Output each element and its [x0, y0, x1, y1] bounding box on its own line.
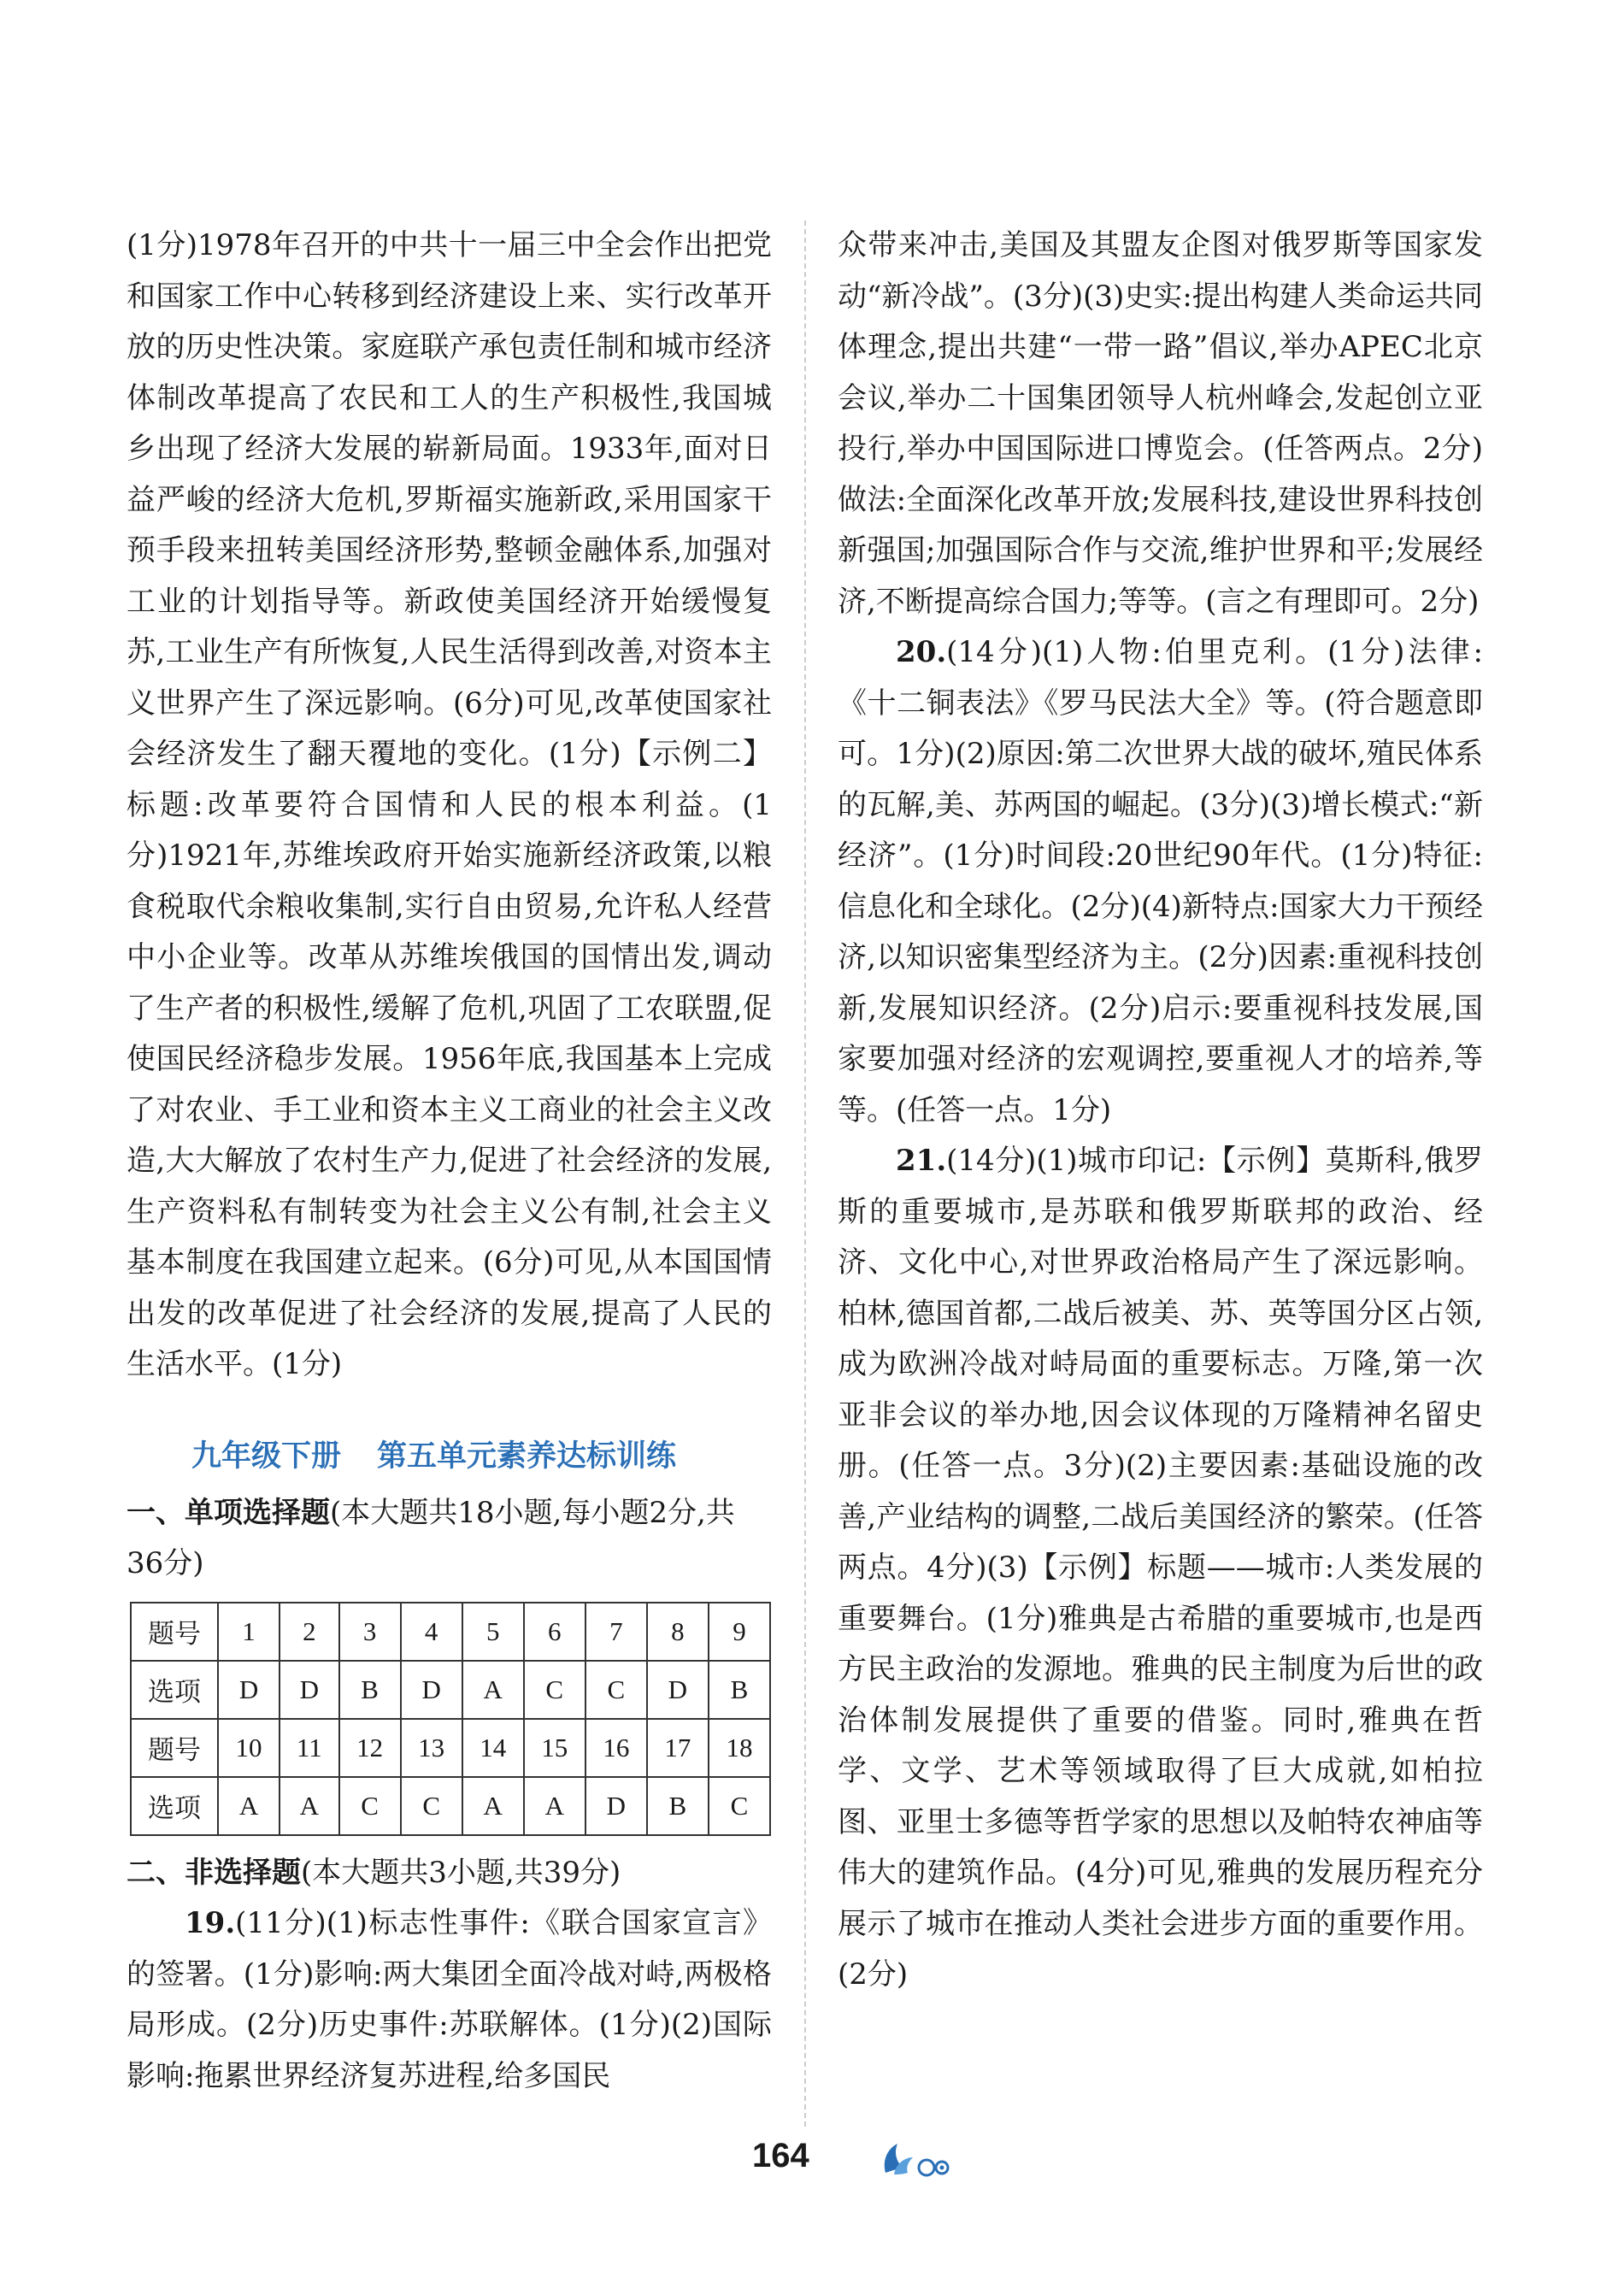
table-cell: 7 [585, 1603, 647, 1661]
table-cell: D [218, 1661, 279, 1719]
right-column [838, 221, 1483, 2001]
answer-table [130, 1602, 771, 1836]
table-cell: D [401, 1661, 462, 1719]
part2-note: (本大题共3小题,共39分) [301, 1855, 621, 1890]
table-cell: C [401, 1777, 462, 1835]
table-cell: 8 [647, 1603, 709, 1661]
question-number: 19. [185, 1906, 236, 1940]
table-cell: D [647, 1661, 709, 1719]
table-cell: C [339, 1777, 401, 1835]
table-cell: 5 [462, 1603, 524, 1661]
section-grade-label: 九年级下册 [191, 1439, 342, 1474]
page-footer [0, 2137, 1624, 2188]
table-cell: A [462, 1661, 524, 1719]
table-cell: 14 [462, 1719, 524, 1777]
table-row [131, 1661, 770, 1719]
part1-title: 一、单项选择题 [127, 1495, 330, 1530]
table-cell: 6 [524, 1603, 585, 1661]
table-row [131, 1719, 770, 1777]
table-cell: 18 [709, 1719, 770, 1777]
table-cell: 11 [279, 1719, 339, 1777]
page-number: 164 [752, 2137, 809, 2174]
table-row [131, 1777, 770, 1835]
table-cell: B [339, 1661, 401, 1719]
question-21-answer [838, 1136, 1483, 2001]
question-number: 20. [896, 635, 947, 669]
table-cell: 13 [401, 1719, 462, 1777]
answer-paragraph-continued: (1分)1978年召开的中共十一届三中全会作出把党和国家工作中心转移到经济建设上来、实行改革开放的历史性决策。家庭联产承包责任制和城市经济体制改革提高了农民和工人的生产积极性,我国城乡出现了经济大发展的崭新局面。1933年,面对日益严峻的经济大危机,罗斯福实施新政,采用国家干预手段来扭转美国经济形势,整顿金融体系,加强对工业的计划指导等。新政使美国经济开始缓慢复苏,工业生产有所恢复,人民生活得到改善,对资本主义世界产生了深远影响。(6分)可见,改革使国家社会经济发生了翻天覆地的变化。(1分)【示例二】标题:改革要符合国情和人民的根本利益。(1分)1921年,苏维埃政府开始实施新经济政策,以粮食税取代余粮收集制,实行自由贸易,允许私人经营中小企业等。改革从苏维埃俄国的国情出发,调动了生产者的积极性,缓解了危机,巩固了工农联盟,促使国民经济稳步发展。1956年底,我国基本上完成了对农业、手工业和资本主义工商业的社会主义改造,大大解放了农村生产力,促进了社会经济的发展,生产资料私有制转变为社会主义公有制,社会主义基本制度在我国建立起来。(6分)可见,从本国国情出发的改革促进了社会经济的发展,提高了人民的生活水平。(1分) [127, 228, 772, 1381]
section-title [191, 1432, 772, 1481]
table-cell: 4 [401, 1603, 462, 1661]
question-20-answer [838, 627, 1483, 1136]
part2-heading [127, 1848, 772, 1899]
leaf-swirl-ornament-icon [879, 2139, 956, 2183]
part2-title: 二、非选择题 [127, 1855, 301, 1890]
table-cell: 9 [709, 1603, 770, 1661]
table-cell: 10 [218, 1719, 279, 1777]
table-cell: D [585, 1777, 647, 1835]
table-cell: 1 [218, 1603, 279, 1661]
table-row [131, 1603, 770, 1661]
column-divider [804, 221, 806, 2127]
ornament-svg [879, 2139, 956, 2180]
table-cell: 16 [585, 1719, 647, 1777]
table-header-cell: 题号 [131, 1719, 218, 1777]
part1-note: (本大题共18小题,每小题2分,共36分) [127, 1495, 735, 1580]
left-column [127, 221, 772, 2102]
table-cell: 3 [339, 1603, 401, 1661]
answer-text: (11分)(1)标志性事件:《联合国家宣言》的签署。(1分)影响:两大集团全面冷战对峙,两极格局形成。(2分)历史事件:苏联解体。(1分)(2)国际影响:拖累世界经济复苏进程,给多国民 [127, 1906, 772, 2093]
section-unit-label: 第五单元素养达标训练 [377, 1439, 677, 1474]
table-cell: C [709, 1777, 770, 1835]
table-cell: A [279, 1777, 339, 1835]
table-header-cell: 题号 [131, 1603, 218, 1661]
table-header-cell: 选项 [131, 1777, 218, 1835]
question-19-answer [127, 1898, 772, 2102]
table-cell: 2 [279, 1603, 339, 1661]
table-cell: A [218, 1777, 279, 1835]
table-cell: 17 [647, 1719, 709, 1777]
table-cell: B [647, 1777, 709, 1835]
answer-text: (14分)(1)城市印记:【示例】莫斯科,俄罗斯的重要城市,是苏联和俄罗斯联邦的政治、经济、文化中心,对世界政治格局产生了深远影响。柏林,德国首都,二战后被美、苏、英等国分区占领,成为欧洲冷战对峙局面的重要标志。万隆,第一次亚非会议的举办地,因会议体现的万隆精神名留史册。(任答一点。3分)(2)主要因素:基础设施的改善,产业结构的调整,二战后美国经济的繁荣。(任答两点。4分)(3)【示例】标题——城市:人类发展的重要舞台。(1分)雅典是古希腊的重要城市,也是西方民主政治的发源地。雅典的民主制度为后世的政治体制发展提供了重要的借鉴。同时,雅典在哲学、文学、艺术等领域取得了巨大成就,如柏拉图、亚里士多德等哲学家的思想以及帕特农神庙等伟大的建筑作品。(4分)可见,雅典的发展历程充分展示了城市在推动人类社会进步方面的重要作用。(2分) [838, 1144, 1483, 1992]
question-number: 21. [896, 1144, 947, 1178]
table-cell: A [524, 1777, 585, 1835]
answer-text: (14分)(1)人物:伯里克利。(1分)法律:《十二铜表法》《罗马民法大全》等。(符合题意即可。1分)(2)原因:第二次世界大战的破坏,殖民体系的瓦解,美、苏两国的崛起。(3分)(3)增长模式:“新经济”。(1分)时间段:20世纪90年代。(1分)特征:信息化和全球化。(2分)(4)新特点:国家大力干预经济,以知识密集型经济为主。(2分)因素:重视科技创新,发展知识经济。(2分)启示:要重视科技发展,国家要加强对经济的宏观调控,要重视人才的培养,等等。(任答一点。1分) [838, 635, 1483, 1127]
part1-heading [127, 1488, 772, 1590]
table-cell: C [524, 1661, 585, 1719]
table-cell: C [585, 1661, 647, 1719]
table-header-cell: 选项 [131, 1661, 218, 1719]
table-cell: 15 [524, 1719, 585, 1777]
table-cell: B [709, 1661, 770, 1719]
table-cell: 12 [339, 1719, 401, 1777]
table-cell: A [462, 1777, 524, 1835]
table-cell: D [279, 1661, 339, 1719]
answer-paragraph-continued: 众带来冲击,美国及其盟友企图对俄罗斯等国家发动“新冷战”。(3分)(3)史实:提出构建人类命运共同体理念,提出共建“一带一路”倡议,举办APEC北京会议,举办二十国集团领导人杭州峰会,发起创立亚投行,举办中国国际进口博览会。(任答两点。2分)做法:全面深化改革开放;发展科技,建设世界科技创新强国;加强国际合作与交流,维护世界和平;发展经济,不断提高综合国力;等等。(言之有理即可。2分) [838, 228, 1483, 619]
